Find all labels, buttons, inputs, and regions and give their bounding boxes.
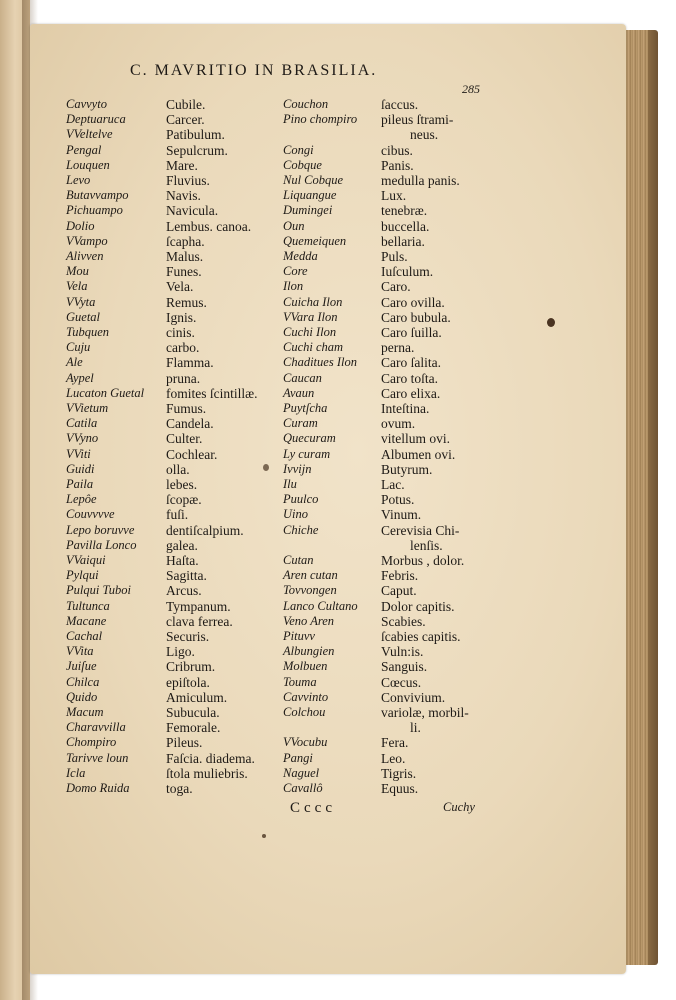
latin-gloss: Panis.	[381, 157, 414, 173]
latin-gloss: Caput.	[381, 583, 417, 599]
latin-gloss: fomites ſcintillæ.	[166, 385, 258, 401]
native-word: VVita	[66, 644, 94, 659]
native-word: VVampo	[66, 233, 108, 248]
native-word: Couvvvve	[66, 507, 115, 522]
book-cover-edge	[648, 30, 658, 965]
native-word: Cuchi Ilon	[283, 325, 337, 339]
native-word: Aypel	[66, 370, 94, 385]
native-word: Louquen	[66, 157, 110, 172]
native-word: Pichuampo	[66, 203, 123, 218]
native-word: Pengal	[66, 142, 102, 157]
foxing-spot	[547, 318, 555, 327]
native-word: Tultunca	[66, 598, 110, 613]
latin-gloss: Cerevisia Chi-	[381, 522, 460, 538]
native-word: Ly curam	[283, 446, 331, 461]
native-word: Catila	[66, 416, 98, 431]
native-word: Pituvv	[283, 629, 315, 643]
native-word: Domo Ruida	[66, 781, 130, 795]
latin-gloss: Remus.	[166, 294, 207, 310]
native-word: Pangi	[283, 750, 313, 765]
latin-gloss: Scabies.	[381, 613, 426, 629]
latin-gloss: Convivium.	[381, 689, 446, 705]
native-word: Lepôe	[66, 492, 97, 507]
native-word: Quecuram	[283, 431, 336, 446]
native-word: Dolio	[66, 218, 95, 233]
catchword: Cuchy	[443, 800, 475, 814]
latin-gloss: Patibulum.	[166, 127, 225, 143]
native-word: Cuicha Ilon	[283, 294, 343, 309]
native-word: Levo	[66, 173, 91, 187]
native-word: Couchon	[283, 97, 329, 111]
native-word: Cavallô	[283, 781, 323, 795]
native-word: Pulqui Tuboi	[66, 583, 131, 598]
latin-gloss: Caro ovilla.	[381, 294, 445, 310]
latin-gloss: Amiculum.	[166, 689, 228, 705]
native-word: Pino chompiro	[283, 112, 358, 127]
latin-gloss: Inteſtina.	[381, 401, 430, 416]
latin-gloss: vitellum ovi.	[381, 431, 450, 447]
native-word: Cachal	[66, 629, 103, 643]
native-word: Lepo boruvve	[66, 522, 135, 537]
latin-gloss: Culter.	[166, 431, 203, 447]
native-word: Juiſue	[66, 659, 97, 674]
latin-gloss: pileus ſtrami-	[381, 112, 454, 128]
latin-gloss: cibus.	[381, 142, 413, 158]
native-word: Alivven	[66, 249, 104, 263]
latin-gloss: Navicula.	[166, 203, 219, 219]
latin-gloss: Mare.	[166, 157, 198, 173]
latin-gloss: Caro ſalita.	[381, 355, 441, 371]
native-word: Dumingei	[283, 203, 333, 218]
native-word: Paila	[66, 477, 94, 491]
latin-gloss: Morbus , dolor.	[381, 553, 465, 568]
latin-gloss: Iuſculum.	[381, 264, 434, 280]
native-word: Quido	[66, 689, 98, 704]
latin-gloss: Cribrum.	[166, 659, 216, 675]
native-word: Nul Cobque	[283, 173, 344, 187]
latin-gloss: pruna.	[166, 370, 201, 386]
latin-gloss: olla.	[166, 461, 190, 477]
latin-gloss: Sepulcrum.	[166, 142, 228, 158]
native-word: Puulco	[283, 492, 319, 507]
latin-gloss: fuſi.	[166, 507, 189, 523]
running-head: C. MAVRITIO IN BRASILIA.	[130, 62, 378, 79]
latin-gloss: Lux.	[381, 188, 407, 204]
native-word: Curam	[283, 416, 318, 431]
latin-gloss: li.	[410, 720, 421, 736]
native-word: Naguel	[283, 765, 320, 780]
latin-gloss: Caro bubula.	[381, 309, 451, 325]
native-word: VVietum	[66, 401, 109, 415]
native-word: Guidi	[66, 461, 95, 476]
latin-gloss: clava ferrea.	[166, 613, 233, 629]
foxing-spot	[263, 464, 269, 471]
latin-gloss: carbo.	[166, 340, 200, 356]
native-word: Pavilla Lonco	[66, 537, 137, 552]
latin-gloss: Tigris.	[381, 765, 417, 781]
latin-gloss: ſcabies capitis.	[381, 629, 461, 644]
latin-gloss: Faſcia. diadema.	[166, 750, 255, 766]
native-word: Touma	[283, 674, 317, 689]
latin-gloss: neus.	[410, 127, 439, 143]
latin-gloss: Cubile.	[166, 97, 206, 112]
native-word: Cutan	[283, 553, 314, 567]
latin-gloss: Cochlear.	[166, 446, 218, 462]
native-word: VVocubu	[283, 735, 328, 750]
latin-gloss: Fumus.	[166, 401, 207, 416]
native-word: Oun	[283, 218, 305, 233]
native-word: Ilu	[283, 477, 297, 491]
native-word: Uino	[283, 507, 308, 522]
native-word: Medda	[283, 249, 318, 263]
latin-gloss: Febris.	[381, 568, 419, 584]
native-word: Chilca	[66, 674, 100, 689]
latin-gloss: Fera.	[381, 735, 409, 751]
latin-gloss: Vinum.	[381, 507, 422, 523]
latin-gloss: Fluvius.	[166, 173, 210, 188]
latin-gloss: cinis.	[166, 325, 195, 340]
latin-gloss: Cœcus.	[381, 674, 422, 690]
latin-gloss: toga.	[166, 781, 193, 796]
native-word: Tubquen	[66, 325, 110, 339]
latin-gloss: Caro elixa.	[381, 385, 441, 401]
native-word: VVara Ilon	[283, 309, 338, 324]
latin-gloss: Lac.	[381, 477, 405, 492]
latin-gloss: Potus.	[381, 492, 415, 508]
native-word: Mou	[66, 264, 89, 279]
native-word: Chaditues Ilon	[283, 355, 357, 370]
latin-gloss: lebes.	[166, 477, 198, 492]
latin-gloss: Arcus.	[166, 583, 202, 599]
native-word: VVaiqui	[66, 553, 106, 567]
native-word: Icla	[66, 765, 86, 780]
latin-gloss: Ignis.	[166, 309, 197, 325]
native-word: VVyno	[66, 431, 99, 446]
native-word: Ivvijn	[283, 461, 312, 476]
native-word: Cavvyto	[66, 97, 107, 111]
latin-gloss: Caro ſuilla.	[381, 325, 442, 340]
latin-gloss: Vela.	[166, 279, 194, 295]
native-word: VVeltelve	[66, 127, 113, 142]
latin-gloss: Malus.	[166, 249, 204, 264]
native-word: Cuchi cham	[283, 340, 344, 355]
latin-gloss: Ligo.	[166, 644, 195, 660]
native-word: Charavvilla	[66, 720, 126, 735]
native-word: Ilon	[283, 279, 304, 294]
latin-gloss: tenebræ.	[381, 203, 428, 219]
native-word: Cuju	[66, 340, 91, 355]
native-word: Congi	[283, 142, 314, 157]
latin-gloss: dentiſcalpium.	[166, 522, 244, 538]
native-word: Liquangue	[283, 188, 337, 203]
native-word: Colchou	[283, 705, 326, 719]
latin-gloss: ovum.	[381, 416, 416, 432]
latin-gloss: Sanguis.	[381, 659, 428, 675]
native-word: Puytſcha	[283, 401, 328, 415]
latin-gloss: Vuln:is.	[381, 644, 424, 660]
latin-gloss: Caro.	[381, 279, 411, 295]
native-word: Guetal	[66, 309, 101, 324]
latin-gloss: Albumen ovi.	[381, 446, 456, 462]
native-word: Macane	[66, 613, 107, 628]
native-word: VVyta	[66, 294, 96, 309]
latin-gloss: buccella.	[381, 218, 430, 234]
native-word: Veno Aren	[283, 613, 335, 628]
latin-gloss: variolæ, morbil-	[381, 705, 469, 720]
latin-gloss: galea.	[166, 537, 198, 553]
latin-gloss: Tympanum.	[166, 598, 231, 614]
book-page	[30, 24, 626, 974]
latin-gloss: Candela.	[166, 416, 214, 432]
native-word: Chiche	[283, 522, 319, 537]
signature-mark: Cccc	[290, 800, 336, 816]
native-word: Lanco Cultano	[283, 598, 358, 613]
latin-gloss: Pileus.	[166, 735, 203, 751]
latin-gloss: Caro toſta.	[381, 370, 438, 386]
native-word: Pylqui	[66, 568, 99, 583]
latin-gloss: Puls.	[381, 249, 408, 264]
latin-gloss: bellaria.	[381, 233, 425, 249]
latin-gloss: Haſta.	[166, 553, 199, 568]
latin-gloss: Subucula.	[166, 705, 220, 720]
latin-gloss: epiſtola.	[166, 674, 210, 690]
latin-gloss: Navis.	[166, 188, 201, 204]
latin-gloss: medulla panis.	[381, 173, 460, 188]
native-word: Core	[283, 264, 308, 279]
native-word: Tovvongen	[283, 583, 337, 598]
native-word: Cobque	[283, 157, 322, 172]
native-word: Ale	[66, 355, 83, 370]
page-number: 285	[462, 82, 480, 96]
native-word: Avaun	[283, 385, 315, 400]
latin-gloss: Sagitta.	[166, 568, 207, 584]
native-word: Caucan	[283, 370, 322, 385]
latin-gloss: perna.	[381, 340, 415, 356]
latin-gloss: Leo.	[381, 750, 406, 766]
native-word: Deptuaruca	[66, 112, 126, 127]
latin-gloss: Lembus. canoa.	[166, 218, 252, 234]
native-word: Molbuen	[283, 659, 328, 674]
native-word: VViti	[66, 446, 91, 461]
native-word: Cavvinto	[283, 689, 329, 704]
latin-gloss: Flamma.	[166, 355, 214, 371]
latin-gloss: Femorale.	[166, 720, 221, 736]
latin-gloss: Butyrum.	[381, 461, 433, 477]
latin-gloss: Carcer.	[166, 112, 205, 128]
native-word: Quemeiquen	[283, 233, 347, 248]
latin-gloss: lenſis.	[410, 537, 443, 553]
latin-gloss: ſtola muliebris.	[166, 765, 248, 781]
native-word: Tarivve loun	[66, 750, 129, 765]
native-word: Aren cutan	[283, 568, 338, 583]
latin-gloss: Funes.	[166, 264, 202, 280]
foxing-spot	[262, 834, 266, 838]
latin-gloss: ſcopæ.	[166, 492, 202, 508]
native-word: Butavvampo	[66, 188, 129, 203]
latin-gloss: Securis.	[166, 629, 210, 644]
native-word: Albungien	[283, 644, 335, 659]
latin-gloss: ſcapha.	[166, 233, 205, 249]
native-word: Chompiro	[66, 735, 117, 750]
latin-gloss: Dolor capitis.	[381, 598, 455, 614]
latin-gloss: Equus.	[381, 781, 419, 796]
native-word: Macum	[66, 705, 104, 719]
native-word: Vela	[66, 279, 88, 294]
latin-gloss: ſaccus.	[381, 97, 419, 112]
native-word: Lucaton Guetal	[66, 385, 145, 400]
